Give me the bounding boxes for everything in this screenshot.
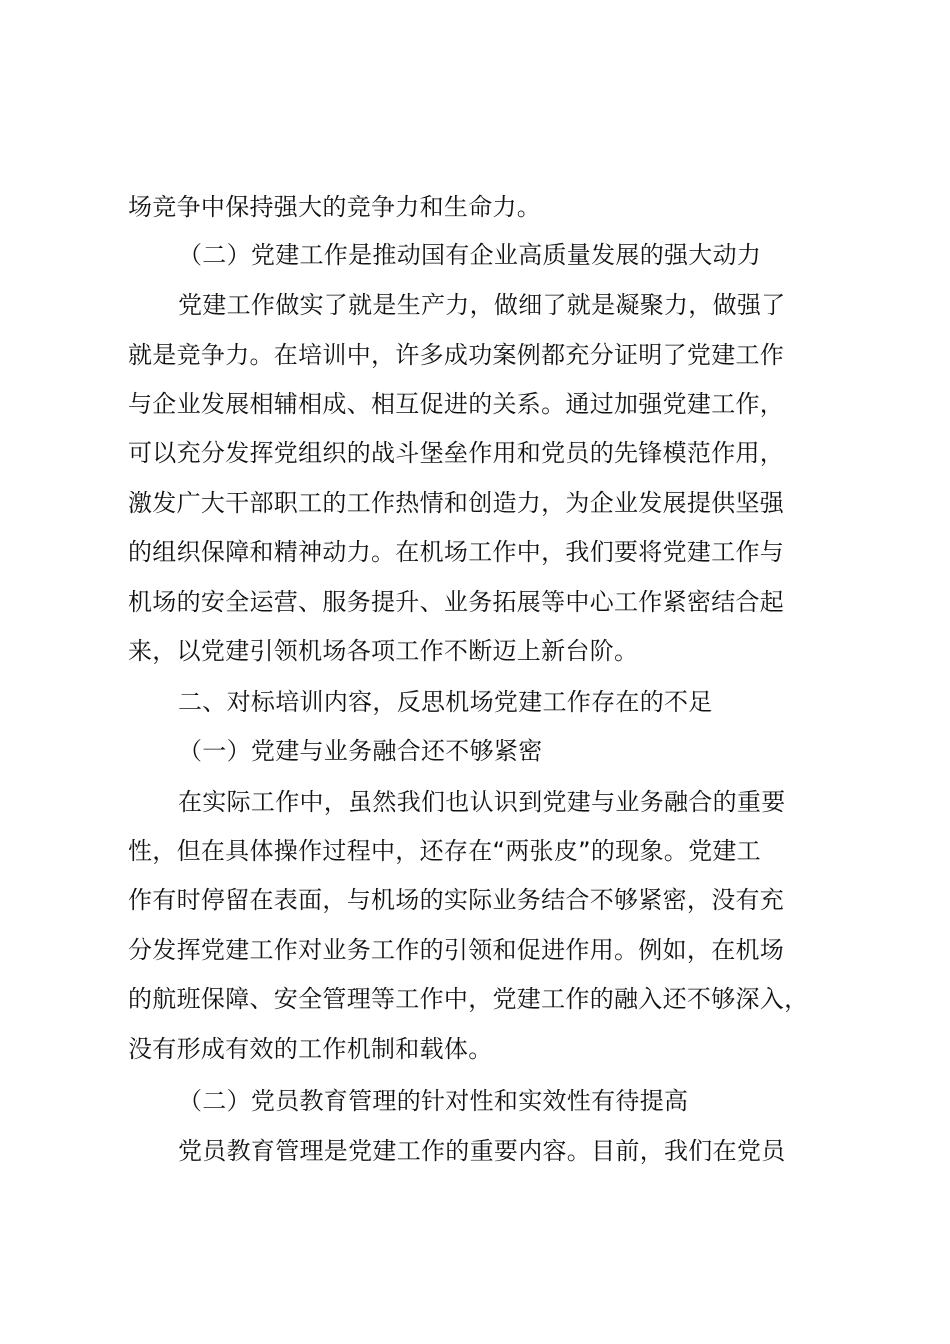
- paragraph-line: 的组织保障和精神动力。在机场工作中，我们要将党建工作与: [128, 538, 785, 566]
- paragraph-line: 来，以党建引领机场各项工作不断迈上新台阶。: [128, 637, 639, 665]
- paragraph-line: 与企业发展相辅相成、相互促进的关系。通过加强党建工作，: [128, 390, 785, 418]
- paragraph-line: 性，但在具体操作过程中，还存在“两张皮”的现象。党建工: [128, 837, 761, 865]
- section-heading: 二、对标培训内容，反思机场党建工作存在的不足: [178, 688, 713, 716]
- paragraph-line: 机场的安全运营、服务提升、业务拓展等中心工作紧密结合起: [128, 588, 785, 616]
- paragraph-line: 就是竞争力。在培训中，许多成功案例都充分证明了党建工作: [128, 341, 785, 369]
- paragraph-line: 可以充分发挥党组织的战斗堡垒作用和党员的先锋模范作用，: [128, 439, 785, 467]
- paragraph-line: 的航班保障、安全管理等工作中，党建工作的融入还不够深入，: [128, 985, 809, 1013]
- paragraph-line: 场竞争中保持强大的竞争力和生命力。: [128, 193, 542, 221]
- paragraph-line: 在实际工作中，虽然我们也认识到党建与业务融合的重要: [178, 788, 786, 816]
- paragraph-line: 作有时停留在表面，与机场的实际业务结合不够紧密，没有充: [128, 886, 785, 914]
- paragraph-line: 党建工作做实了就是生产力，做细了就是凝聚力，做强了: [178, 291, 786, 319]
- paragraph-line: 没有形成有效的工作机制和载体。: [128, 1035, 493, 1063]
- paragraph-line: 分发挥党建工作对业务工作的引领和促进作用。例如，在机场: [128, 936, 785, 964]
- paragraph-line: 激发广大干部职工的工作热情和创造力，为企业发展提供坚强: [128, 489, 785, 517]
- section-heading: （二）党建工作是推动国有企业高质量发展的强大动力: [178, 241, 762, 269]
- subsection-heading: （一）党建与业务融合还不够紧密: [178, 737, 543, 765]
- subsection-heading: （二）党员教育管理的针对性和实效性有待提高: [178, 1087, 689, 1115]
- paragraph-line: 党员教育管理是党建工作的重要内容。目前，我们在党员: [178, 1137, 786, 1165]
